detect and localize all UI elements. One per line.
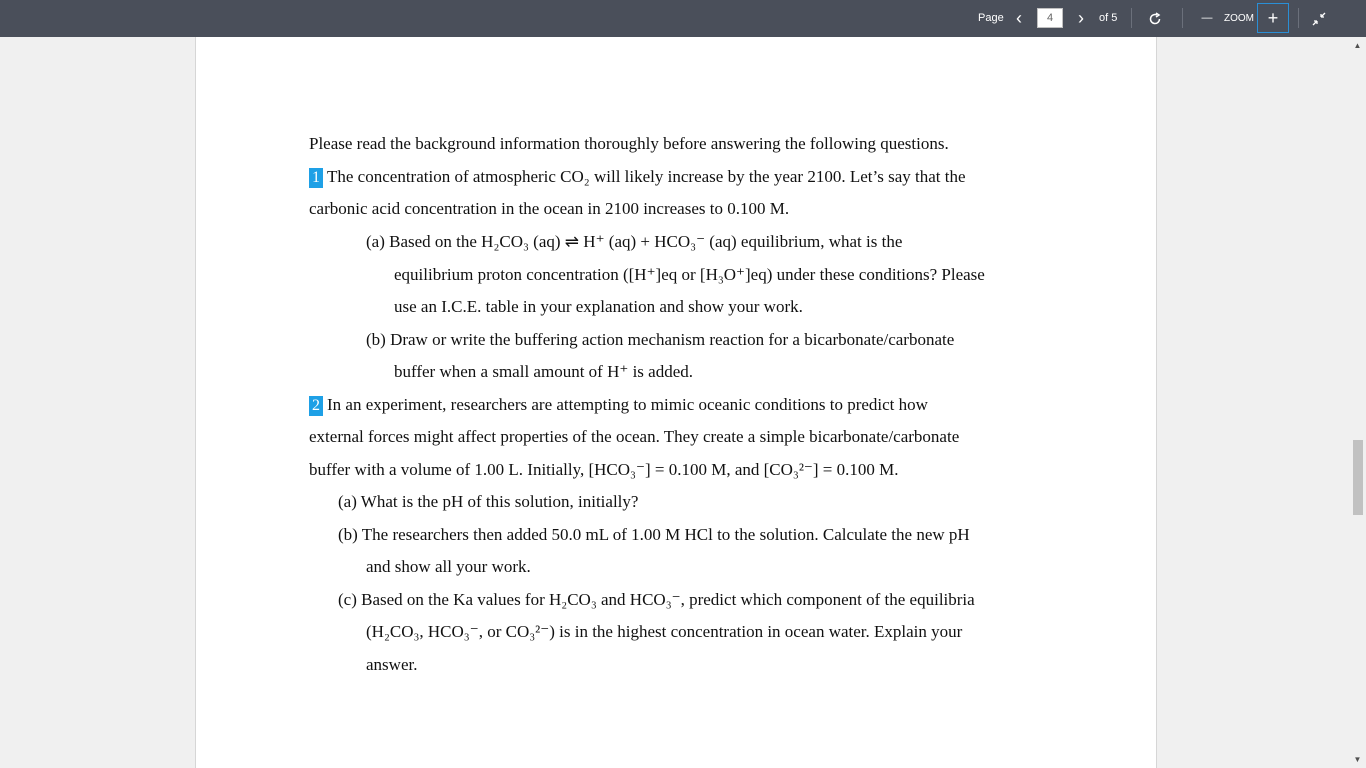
zoom-in-button[interactable]: +: [1257, 3, 1289, 33]
question-2c-text-cont: answer.: [366, 655, 418, 674]
question-1-number: 1: [309, 168, 323, 188]
previous-page-button[interactable]: ‹: [1016, 8, 1022, 28]
question-2b-text: (b) The researchers then added 50.0 mL of 1.00 M HCl to the solution. Calculate the new pH: [338, 525, 970, 544]
question-2a-text: (a) What is the pH of this solution, initially?: [338, 492, 639, 511]
scroll-up-button[interactable]: ▲: [1353, 41, 1362, 50]
toolbar-divider: [1298, 8, 1299, 28]
document-page: [195, 37, 1157, 768]
pdf-toolbar: [0, 0, 1366, 37]
question-2-line: [309, 394, 928, 416]
question-1-text-cont: carbonic acid concentration in the ocean in 2100 increases to 0.100 M.: [309, 199, 790, 218]
document-viewer[interactable]: [0, 37, 1366, 768]
question-1a-text-cont: equilibrium proton concentration ([H⁺]eq or [H₃O⁺]eq) under these conditions? Please: [394, 265, 985, 284]
question-1-text: The concentration of atmospheric CO₂ will likely increase by the year 2100. Let’s say that the: [327, 167, 966, 186]
page-number-input[interactable]: [1037, 8, 1063, 28]
question-2c-text: (c) Based on the Ka values for H₂CO₃ and HCO₃⁻, predict which component of the equilibria: [338, 590, 975, 609]
next-page-button[interactable]: ›: [1078, 8, 1084, 28]
question-1b-text: (b) Draw or write the buffering action mechanism reaction for a bicarbonate/carbonate: [366, 330, 955, 349]
question-1a-text-cont: use an I.C.E. table in your explanation and show your work.: [394, 297, 803, 316]
zoom-label: ZOOM: [1224, 13, 1254, 24]
question-2-text-cont: buffer with a volume of 1.00 L. Initially, [HCO₃⁻] = 0.100 M, and [CO₃²⁻] = 0.100 M.: [309, 460, 899, 479]
question-1-line: [309, 166, 966, 188]
rotate-icon[interactable]: [1148, 0, 1166, 37]
intro-text: Please read the background information thoroughly before answering the following questions.: [309, 134, 949, 153]
scroll-down-button[interactable]: ▼: [1353, 755, 1362, 764]
toolbar-divider: [1131, 8, 1132, 28]
question-2c-text-cont: (H₂CO₃, HCO₃⁻, or CO₃²⁻) is in the highest concentration in ocean water. Explain your: [366, 622, 963, 641]
question-2b-text-cont: and show all your work.: [366, 557, 531, 576]
toolbar-divider: [1182, 8, 1183, 28]
scrollbar-thumb[interactable]: [1353, 440, 1363, 515]
page-count-label: of 5: [1099, 12, 1118, 24]
fit-page-icon[interactable]: [1312, 0, 1328, 37]
vertical-scrollbar[interactable]: [1349, 37, 1366, 768]
question-2-text: In an experiment, researchers are attempting to mimic oceanic conditions to predict how: [327, 395, 928, 414]
question-2-text-cont: external forces might affect properties of the ocean. They create a simple bicarbonate/carbonate: [309, 427, 960, 446]
question-1a-text: (a) Based on the H₂CO₃ (aq) ⇌ H⁺ (aq) + HCO₃⁻ (aq) equilibrium, what is the: [366, 232, 903, 251]
question-2-number: 2: [309, 396, 323, 416]
page-label: Page: [978, 12, 1004, 24]
question-1b-text-cont: buffer when a small amount of H⁺ is added.: [394, 362, 694, 381]
zoom-out-button[interactable]: —: [1201, 12, 1213, 24]
